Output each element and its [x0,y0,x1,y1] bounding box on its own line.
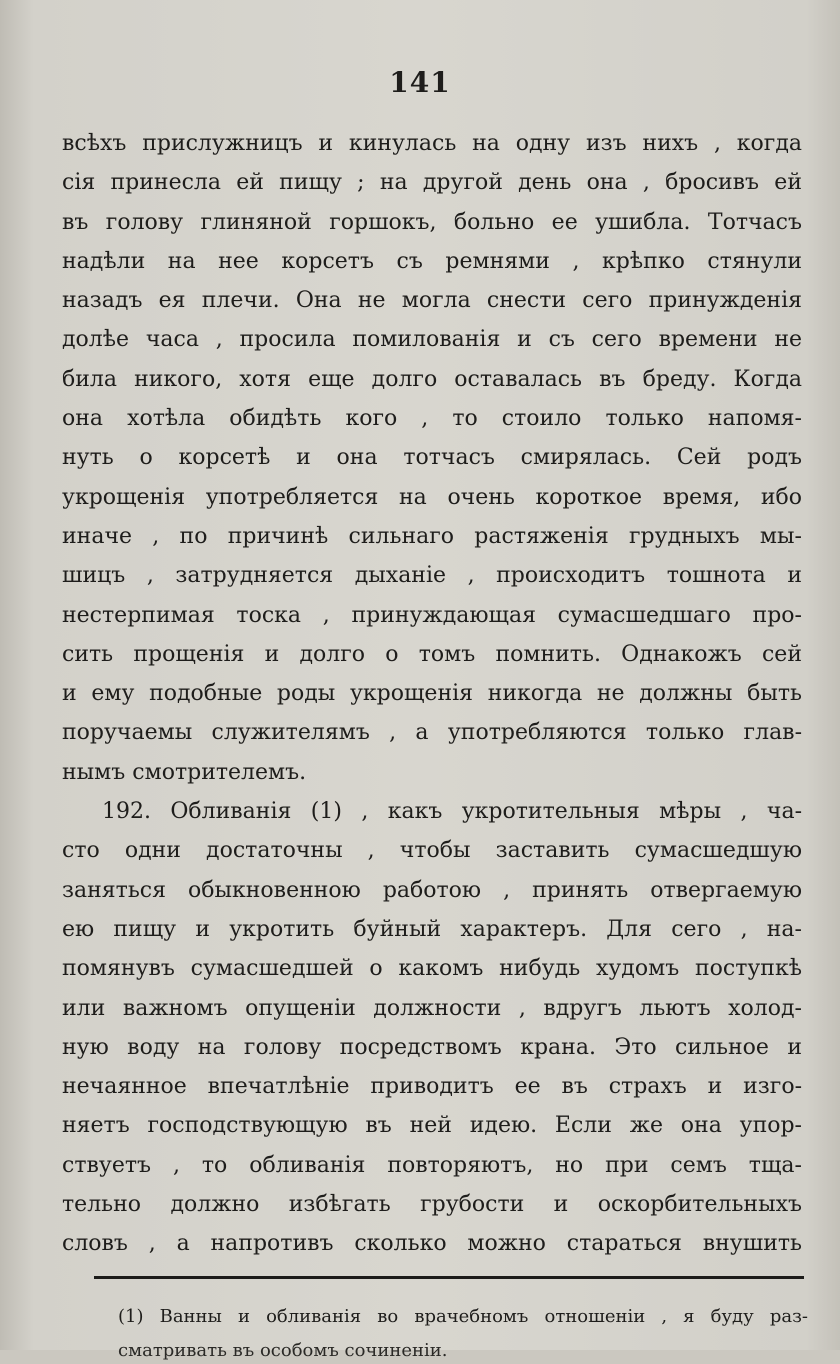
text-line: ную воду на голову посредствомъ крана. Это сильное и [62,1034,802,1060]
text-line: била никого, хотя еще долго оставалась въ бреду. Когда [62,366,802,392]
text-line: шицъ , затрудняется дыханіе , происходитъ тошнота и [62,563,802,589]
page-number: 141 [389,66,451,99]
footnote-continuation: сматривать въ особомъ сочиненіи. [118,1340,448,1361]
text-line: нечаянное впечатлѣніе приводитъ ее въ страхъ и изго- [62,1074,802,1100]
footnote-divider [94,1276,804,1279]
text-line: заняться обыкновенною работою , принять отвергаемую [62,877,802,903]
text-line: сто одни достаточны , чтобы заставить сумасшедшую [62,838,802,864]
text-line: помянувъ сумасшедшей о какомъ нибудь худомъ поступкѣ [62,956,802,982]
paragraph-start-line: 192. Обливанія (1) , какъ укротительныя мѣры , ча- [102,799,802,825]
text-line: словъ , а напротивъ сколько можно стараться внушить [62,1231,802,1257]
text-line: укрощенія употребляется на очень короткое время, ибо [62,484,802,510]
text-line: назадъ ея плечи. Она не могла снести сего принужденія [62,288,802,314]
text-line: и ему подобные роды укрощенія никогда не должны быть [62,681,802,707]
text-line: долѣе часа , просила помилованія и съ сего времени не [62,327,802,353]
text-line: тельно должно избѣгать грубости и оскорбительныхъ [62,1192,802,1218]
text-line: въ голову глиняной горшокъ, больно ее ушибла. Тотчасъ [62,209,802,235]
text-line: поручаемы служителямъ , а употребляются только глав- [62,720,802,746]
footnote: (1) Ванны и обливанія во врачебномъ отношеніи , я буду раз- [118,1306,808,1327]
text-line: она хотѣла обидѣть кого , то стоило только напомя- [62,406,802,432]
text-line: надѣли на нее корсетъ съ ремнями , крѣпко стянули [62,248,802,274]
text-line: всѣхъ прислужницъ и кинулась на одну изъ нихъ , когда [62,131,802,156]
text-line: ствуетъ , то обливанія повторяютъ, но при семъ тща- [62,1152,802,1178]
text-line: иначе , по причинѣ сильнаго растяженія грудныхъ мы- [62,523,802,549]
text-line: сить прощенія и долго о томъ помнить. Однакожъ сей [62,641,802,667]
main-text [62,124,802,1264]
text-line: нымъ смотрителемъ. [62,759,307,785]
text-line: нестерпимая тоска , принуждающая сумасшедшаго про- [62,602,802,628]
text-line: сія принесла ей пищу ; на другой день она , бросивъ ей [62,170,802,196]
text-line: или важномъ опущеніи должности , вдругъ льютъ холод- [62,995,802,1021]
text-line: нуть о корсетѣ и она тотчасъ смирялась. Сей родъ [62,445,802,471]
text-line: ею пищу и укротить буйный характеръ. Для сего , на- [62,916,802,942]
text-line: няетъ господствующую въ ней идею. Если же она упор- [62,1113,802,1139]
